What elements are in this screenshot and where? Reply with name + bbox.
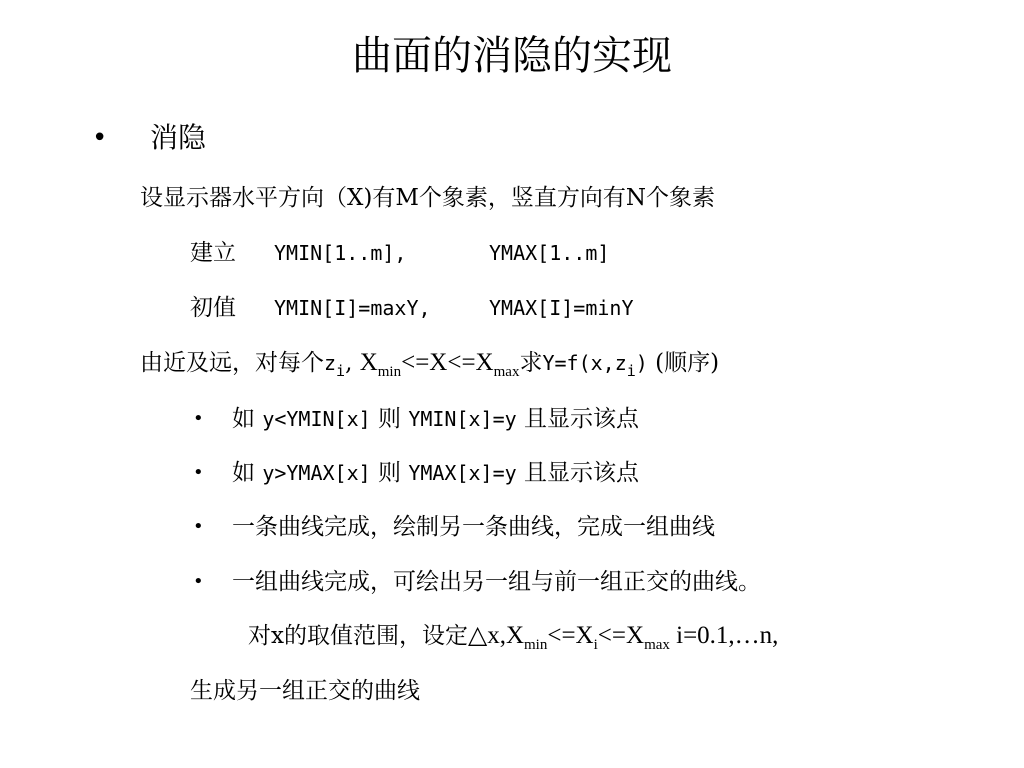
range-delta: △x,X bbox=[467, 622, 525, 649]
list-item: 一条曲线完成，绘制另一条曲线，完成一组曲线 bbox=[232, 514, 715, 540]
final-line: 生成另一组正交的曲线 bbox=[190, 678, 420, 704]
loop-y-close: ) bbox=[635, 351, 648, 375]
list-item-text: 则 bbox=[370, 406, 409, 432]
list-item: 一组曲线完成，可绘出另一组与前一组正交的曲线。 bbox=[232, 569, 761, 595]
loop-comma: , bbox=[345, 350, 353, 376]
bullet-dot: • bbox=[193, 516, 204, 537]
build-ymax: YMAX[1..m] bbox=[489, 241, 610, 265]
range-i-sub: i bbox=[593, 637, 598, 653]
init-ymax: YMAX[I]=minY bbox=[489, 296, 634, 320]
list-item-text: 则 bbox=[370, 460, 409, 486]
loop-qiu: 求 bbox=[519, 350, 543, 376]
build-line bbox=[190, 237, 236, 269]
loop-max-sub: max bbox=[493, 364, 520, 380]
list-item-code: YMAX[x]=y bbox=[408, 461, 517, 485]
loop-min-sub: min bbox=[377, 364, 402, 380]
intro-text: 设显示器水平方向（X)有M个象素，竖直方向有N个象素 bbox=[140, 185, 716, 211]
slide-title: 曲面的消隐的实现 bbox=[352, 33, 672, 79]
loop-z: z bbox=[324, 351, 337, 375]
list-item-text: 且显示该点 bbox=[516, 406, 639, 432]
loop-mid: <=X<=X bbox=[401, 349, 494, 376]
list-item-code: y<YMIN[x] bbox=[262, 407, 371, 431]
bullet-dot: • bbox=[92, 123, 108, 153]
init-line bbox=[190, 292, 236, 324]
list-item-text: 如 bbox=[232, 460, 263, 486]
loop-y-sub: i bbox=[626, 362, 636, 380]
loop-line bbox=[140, 347, 719, 379]
list-item bbox=[232, 403, 639, 435]
loop-x: X bbox=[359, 349, 378, 376]
build-label: 建立 bbox=[190, 240, 236, 266]
list-item-code: YMIN[x]=y bbox=[408, 407, 517, 431]
range-min-sub: min bbox=[524, 637, 548, 653]
list-item-code: y>YMAX[x] bbox=[262, 461, 371, 485]
loop-z-sub: i bbox=[336, 362, 346, 380]
range-max-sub: max bbox=[644, 637, 670, 653]
range-mid2: <=X bbox=[597, 622, 645, 649]
loop-order: (顺序) bbox=[655, 350, 720, 376]
init-ymin: YMIN[I]=maxY, bbox=[274, 296, 431, 320]
list-item-text: 且显示该点 bbox=[516, 460, 639, 486]
list-item bbox=[232, 457, 639, 489]
range-prefix: 对x的取值范围，设定 bbox=[248, 623, 468, 649]
loop-y-expr: Y=f(x,z bbox=[542, 351, 627, 375]
range-mid: <=X bbox=[547, 622, 594, 649]
bullet-dot: • bbox=[193, 571, 204, 592]
range-line bbox=[248, 620, 778, 652]
section-heading: 消隐 bbox=[150, 121, 207, 154]
bullet-dot: • bbox=[193, 462, 204, 483]
range-tail: i=0.1,…n, bbox=[669, 622, 779, 649]
init-label: 初值 bbox=[190, 295, 236, 321]
build-ymin: YMIN[1..m], bbox=[274, 241, 407, 265]
loop-prefix: 由近及远，对每个 bbox=[140, 350, 324, 376]
bullet-dot: • bbox=[193, 408, 204, 429]
list-item-text: 如 bbox=[232, 406, 263, 432]
